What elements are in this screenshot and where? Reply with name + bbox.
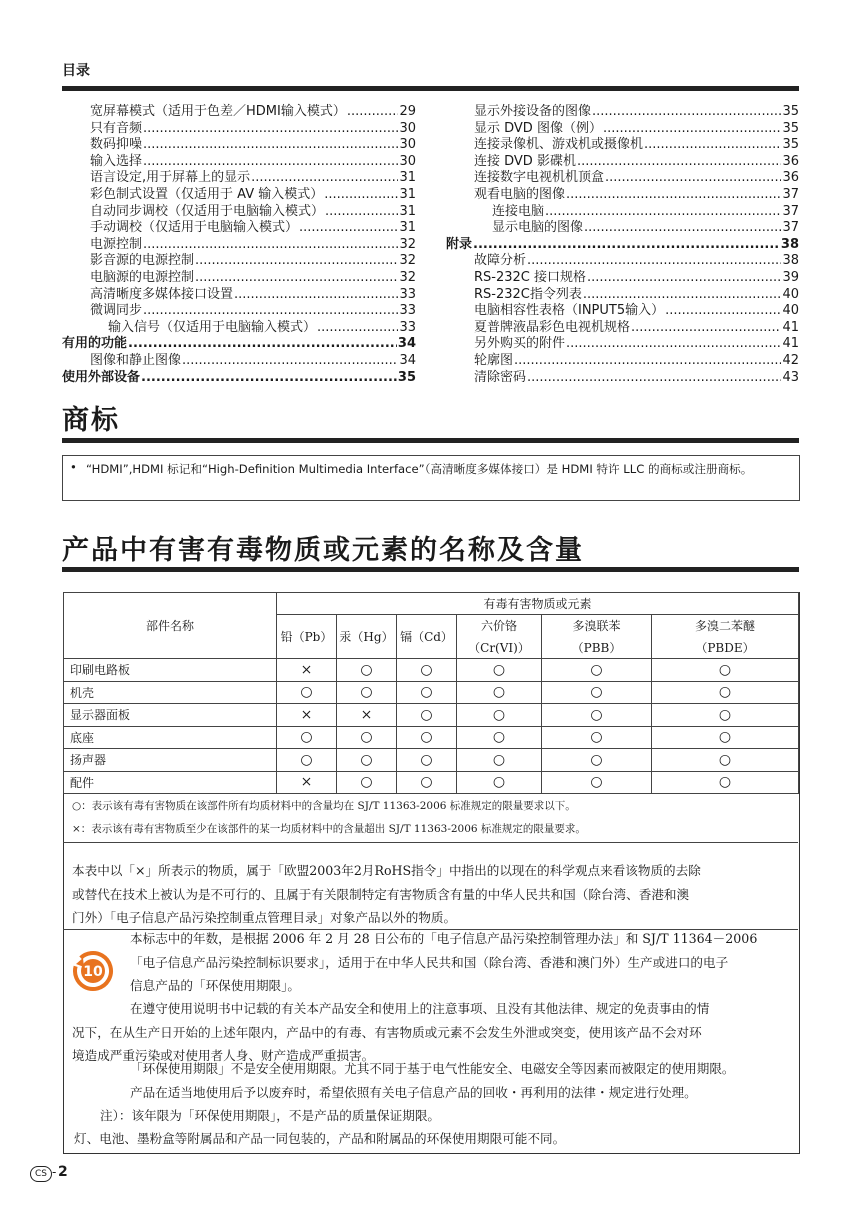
toc-entry[interactable]: [446, 170, 799, 187]
col-header-pbde-sub: （PBDE）: [652, 637, 799, 659]
toc-entry-title: 故障分析: [474, 253, 527, 269]
toc-entry-title: 输入选择: [90, 153, 143, 169]
part-name: 配件: [64, 771, 277, 794]
language-badge: CS: [30, 1166, 52, 1182]
table-row: [64, 749, 799, 772]
substance-mark: ○: [457, 726, 542, 749]
toc-entry[interactable]: [446, 187, 799, 204]
toc-entry[interactable]: [62, 370, 416, 387]
substance-mark: ×: [277, 659, 337, 682]
toc-entry-title: 语言设定,用于屏幕上的显示: [90, 170, 251, 186]
col-header-pbb-sub: （PBB）: [542, 637, 652, 659]
toc-entry-page: 34: [397, 336, 416, 352]
toc-entry-title: 电脑相容性表格（INPUT5输入）: [474, 303, 665, 319]
toc-entry-title: 电脑源的电源控制: [90, 269, 195, 285]
substance-mark: ○: [397, 749, 457, 772]
efup-line: 信息产品的「环保使用期限」。: [130, 978, 301, 993]
safety-line: 在遵守使用说明书中记载的有关本产品安全和使用上的注意事项、且没有其他法律、规定的免责事由的情: [130, 1001, 710, 1016]
toc-entry-title: 高清晰度多媒体接口设置: [90, 286, 234, 302]
hazard-title: 产品中有害有毒物质或元素的名称及含量: [62, 535, 584, 566]
toc-entry-title: 另外购买的附件: [474, 336, 566, 352]
substance-mark: ○: [652, 749, 799, 772]
toc-entry-title: RS-232C指令列表: [474, 286, 582, 302]
toc-entry[interactable]: [62, 104, 416, 121]
table-row: [64, 704, 799, 727]
toc-entry-title: 连接录像机、游戏机或摄像机: [474, 137, 644, 153]
toc-entry[interactable]: [62, 154, 416, 171]
toc-dot-leader: [605, 170, 781, 187]
toc-dot-leader: [665, 303, 781, 320]
efup-10-year-logo: [72, 950, 114, 992]
toc-entry[interactable]: [446, 121, 799, 138]
toc-entry-page: 31: [399, 220, 416, 236]
toc-entry-page: 37: [782, 203, 799, 219]
substance-mark: ○: [457, 681, 542, 704]
substance-mark: ○: [397, 681, 457, 704]
substance-mark: ○: [397, 726, 457, 749]
toc-entry[interactable]: [446, 370, 799, 387]
toc-dot-leader: [631, 320, 781, 337]
rohs-line: 或替代在技术上被认为是不可行的、且属于有关限制特定有害物质含有量的中华人民共和国（除台湾、香港和澳: [72, 886, 690, 902]
toc-entry-title: 电源控制: [90, 236, 143, 252]
toc-entry[interactable]: [446, 253, 799, 270]
toc-entry-page: 30: [399, 153, 416, 169]
toc-entry-title: 连接电脑: [492, 203, 545, 219]
toc-entry[interactable]: [62, 353, 416, 370]
toc-entry-page: 41: [782, 319, 799, 335]
substance-mark: ○: [652, 659, 799, 682]
toc-entry[interactable]: [446, 104, 799, 121]
toc-entry-page: 34: [399, 352, 416, 368]
footer-separator: -: [52, 1165, 57, 1179]
toc-entry-title: 显示 DVD 图像（例）: [474, 120, 602, 136]
toc-dot-leader: [251, 170, 398, 187]
substance-mark: ○: [337, 771, 397, 794]
toc-dot-leader: [143, 303, 398, 320]
toc-entry-title: 有用的功能: [62, 336, 128, 352]
substance-mark: ○: [457, 771, 542, 794]
substance-mark: ○: [337, 749, 397, 772]
part-name: 底座: [64, 726, 277, 749]
col-header-cr-sub: （Cr(VI)）: [457, 637, 542, 659]
toc-entry[interactable]: [62, 121, 416, 138]
substance-mark: ○: [542, 726, 652, 749]
toc-entry[interactable]: [62, 220, 416, 237]
table-row: [64, 681, 799, 704]
toc-entry-page: 35: [782, 137, 799, 153]
hazard-rule: [62, 567, 799, 572]
toc-dot-leader: [143, 137, 398, 154]
toc-entry-title: 影音源的电源控制: [90, 253, 195, 269]
toc-entry-page: 35: [782, 104, 799, 119]
substance-mark: ○: [457, 749, 542, 772]
toc-dot-leader: [317, 320, 398, 337]
toc-entry[interactable]: [62, 253, 416, 270]
toc-entry-page: 32: [399, 236, 416, 252]
rohs-paragraph: [72, 859, 701, 930]
toc-entry[interactable]: [62, 303, 416, 320]
toc-dot-leader: [527, 253, 781, 270]
substance-mark: ×: [337, 704, 397, 727]
toc-entry[interactable]: [446, 320, 799, 337]
substance-mark: ○: [542, 704, 652, 727]
toc-entry-title: 手动调校（仅适用于电脑输入模式）: [90, 220, 299, 236]
toc-entry-page: 36: [782, 170, 799, 186]
toc-dot-leader: [143, 154, 398, 171]
substance-mark: ○: [542, 771, 652, 794]
toc-dot-leader: [182, 353, 398, 370]
substance-mark: ○: [277, 681, 337, 704]
efup-line: 「电子信息产品污染控制标识要求」，适用于在中华人民共和国（除台湾、香港和澳门外）生产或进口的电子: [130, 954, 729, 970]
efup-not-safety-text: 「环保使用期限」不是安全使用期限。尤其不同于基于电气性能安全、电磁安全等因素而被限定的使用期限。: [130, 1061, 735, 1076]
note-text: 注）：该年限为「环保使用期限」，不是产品的质量保证期限。: [100, 1108, 441, 1123]
rohs-line: 本表中以「×」所表示的物质，属于「欧盟2003年2月RoHS指令」中指出的以现在的科学观点来看该物质的去除: [72, 863, 701, 878]
toc-entry-page: 33: [399, 286, 416, 302]
toc-entry[interactable]: [446, 220, 799, 237]
toc-entry-page: 31: [399, 203, 416, 219]
toc-dot-leader: [195, 253, 398, 270]
toc-entry-page: 40: [782, 286, 799, 302]
toc-entry-page: 35: [782, 120, 799, 136]
substance-mark: ○: [337, 726, 397, 749]
toc-left-column: [62, 104, 416, 386]
toc-dot-leader: [324, 187, 398, 204]
safety-line: 境造成严重污染或对使用者人身、财产造成严重损害。: [72, 1048, 375, 1063]
table-row: [64, 771, 799, 794]
toc-entry-page: 39: [782, 269, 799, 285]
toc-dot-leader: [143, 121, 398, 138]
toc-entry-title: 观看电脑的图像: [474, 186, 566, 202]
toc-dot-leader: [566, 336, 781, 353]
toc-dot-leader: [592, 104, 781, 121]
group-header: 有毒有害物质或元素: [277, 593, 799, 615]
toc-entry-page: 37: [782, 186, 799, 202]
substance-mark: ○: [542, 659, 652, 682]
toc-entry-title: 彩色制式设置（仅适用于 AV 输入模式）: [90, 186, 324, 202]
toc-entry-page: 31: [399, 186, 416, 202]
accessory-text: 灯、电池、墨粉盒等附属品和产品一同包装的，产品和附属品的环保使用期限可能不同。: [74, 1131, 566, 1146]
substance-mark: ○: [397, 704, 457, 727]
note-cross: ×：表示该有毒有害物质至少在该部件的某一均质材料中的含量超出 SJ/T 11363-2006 标准规定的限量要求。: [72, 823, 586, 835]
col-part-header: 部件名称: [64, 593, 277, 659]
toc-entry-page: 36: [782, 153, 799, 169]
toc-entry-title: 使用外部设备: [62, 369, 141, 385]
substance-mark: ○: [457, 704, 542, 727]
toc-entry-page: 30: [399, 120, 416, 136]
trademark-rule: [62, 438, 799, 443]
toc-entry-page: 37: [782, 220, 799, 236]
toc-entry-page: 38: [782, 253, 799, 269]
rohs-line: 门外）「电子信息产品污染控制重点管理目录」对象产品以外的物质。: [72, 910, 457, 925]
toc-entry[interactable]: [62, 187, 416, 204]
header-rule: [62, 86, 799, 91]
toc-entry[interactable]: [446, 137, 799, 154]
col-header-cr: 六价铬: [457, 615, 542, 637]
toc-entry[interactable]: [62, 237, 416, 254]
toc-entry-page: 32: [399, 269, 416, 285]
substance-mark: ○: [277, 726, 337, 749]
toc-dot-leader: [141, 370, 397, 387]
substance-mark: ○: [277, 749, 337, 772]
toc-dot-leader: [195, 270, 398, 287]
toc-entry-title: 图像和静止图像: [90, 352, 182, 368]
toc-entry[interactable]: [62, 137, 416, 154]
substance-mark: ○: [337, 681, 397, 704]
toc-entry-page: 40: [782, 303, 799, 319]
toc-entry-page: 38: [780, 236, 799, 252]
part-name: 显示器面板: [64, 704, 277, 727]
toc-entry-title: 显示电脑的图像: [492, 220, 584, 236]
toc-dot-leader: [299, 220, 398, 237]
toc-entry-title: 显示外接设备的图像: [474, 104, 592, 119]
toc-entry-page: 29: [399, 104, 416, 119]
toc-entry-page: 33: [399, 319, 416, 335]
toc-dot-leader: [603, 121, 782, 138]
substance-mark: ○: [652, 771, 799, 794]
toc-entry-title: 连接数字电视机机顶盒: [474, 170, 605, 186]
col-header-pb: 铅（Pb）: [277, 615, 337, 659]
toc-entry[interactable]: [446, 154, 799, 171]
page-number: 2: [58, 1164, 68, 1180]
toc-entry[interactable]: [446, 204, 799, 221]
substance-mark: ×: [277, 771, 337, 794]
toc-entry[interactable]: [446, 303, 799, 320]
toc-entry-title: 自动同步调校（仅适用于电脑输入模式）: [90, 203, 325, 219]
toc-dot-leader: [514, 353, 781, 370]
toc-entry[interactable]: [62, 287, 416, 304]
table-row: [64, 659, 799, 682]
substance-mark: ○: [542, 749, 652, 772]
toc-dot-leader: [325, 204, 398, 221]
toc-entry-title: 宽屏幕模式（适用于色差／HDMI输入模式）: [90, 104, 346, 119]
toc-entry[interactable]: [62, 320, 416, 337]
toc-dot-leader: [234, 287, 398, 304]
substance-mark: ○: [542, 681, 652, 704]
toc-entry-title: 清除密码: [474, 369, 527, 385]
safety-line: 况下，在从生产日开始的上述年限内，产品中的有毒、有害物质或元素不会发生外泄或突变，使用该产品不会对环: [72, 1024, 702, 1040]
toc-header-title: 目录: [62, 63, 90, 79]
table-row: [64, 726, 799, 749]
note-circle: ○：表示该有毒有害物质在该部件所有均质材料中的含量均在 SJ/T 11363-2006 标准规定的限量要求以下。: [72, 800, 576, 812]
disposal-text: 产品在适当地使用后予以废弃时，希望依照有关电子信息产品的回收・再利用的法律・规定进行处理。: [130, 1085, 697, 1100]
trademark-text: “HDMI”,HDMI 标记和“High-Definition Multimedia Interface”（高清晰度多媒体接口）是 HDMI 特许 LLC 的商标或注册商标。: [86, 462, 753, 476]
toc-dot-leader: [644, 137, 781, 154]
substance-mark: ×: [277, 704, 337, 727]
toc-entry[interactable]: [62, 270, 416, 287]
part-name: 扬声器: [64, 749, 277, 772]
toc-entry-title: 数码抑噪: [90, 137, 143, 153]
toc-entry-title: 连接 DVD 影碟机: [474, 153, 576, 169]
toc-entry-page: 30: [399, 137, 416, 153]
col-header-pbb: 多溴联苯: [542, 615, 652, 637]
toc-dot-leader: [128, 336, 397, 353]
toc-entry-page: 31: [399, 170, 416, 186]
col-header-cd: 镉（Cd）: [397, 615, 457, 659]
toc-entry-title: 附录: [446, 236, 473, 252]
toc-entry[interactable]: [62, 204, 416, 221]
toc-entry[interactable]: [446, 353, 799, 370]
toc-dot-leader: [545, 204, 781, 221]
toc-entry[interactable]: [446, 270, 799, 287]
col-header-hg: 汞（Hg）: [337, 615, 397, 659]
toc-dot-leader: [577, 154, 782, 171]
toc-dot-leader: [587, 270, 781, 287]
toc-entry[interactable]: [446, 336, 799, 353]
toc-entry-page: 41: [782, 336, 799, 352]
toc-entry-title: RS-232C 接口规格: [474, 269, 586, 285]
toc-entry-title: 微调同步: [90, 303, 143, 319]
substance-mark: ○: [652, 704, 799, 727]
toc-entry-page: 35: [397, 369, 416, 385]
efup-logo-number: 10: [83, 964, 103, 980]
toc-entry-title: 轮廓图: [474, 352, 514, 368]
toc-dot-leader: [566, 187, 781, 204]
efup-line: 本标志中的年数，是根据 2006 年 2 月 28 日公布的「电子信息产品污染控制管理办法」和 SJ/T 11364－2006: [130, 931, 758, 946]
substance-mark: ○: [652, 726, 799, 749]
toc-entry-title: 夏普牌液晶彩色电视机规格: [474, 319, 631, 335]
toc-dot-leader: [583, 287, 782, 304]
part-name: 印刷电路板: [64, 659, 277, 682]
toc-entry[interactable]: [446, 237, 799, 254]
toc-entry-page: 33: [399, 303, 416, 319]
toc-dot-leader: [143, 237, 398, 254]
toc-entry-page: 43: [782, 369, 799, 385]
toc-right-column: [446, 104, 799, 386]
note-divider: [63, 842, 798, 843]
toc-entry[interactable]: [62, 336, 416, 353]
toc-dot-leader: [527, 370, 781, 387]
toc-entry-page: 32: [399, 253, 416, 269]
toc-entry-title: 只有音频: [90, 120, 143, 136]
trademark-bullet: •: [70, 460, 77, 474]
toc-entry[interactable]: [62, 170, 416, 187]
substance-mark: ○: [397, 659, 457, 682]
efup-paragraph: [130, 927, 790, 998]
toc-entry-page: 42: [782, 352, 799, 368]
toc-dot-leader: [347, 104, 399, 121]
toc-dot-leader: [584, 220, 781, 237]
col-header-pbde: 多溴二苯醚: [652, 615, 799, 637]
trademark-title: 商标: [62, 405, 120, 436]
substance-mark: ○: [397, 771, 457, 794]
hazard-table: [63, 592, 799, 794]
part-name: 机壳: [64, 681, 277, 704]
substance-mark: ○: [652, 681, 799, 704]
toc-entry[interactable]: [446, 287, 799, 304]
toc-dot-leader: [473, 237, 780, 254]
substance-mark: ○: [457, 659, 542, 682]
toc-entry-title: 输入信号（仅适用于电脑输入模式）: [108, 319, 317, 335]
substance-mark: ○: [337, 659, 397, 682]
